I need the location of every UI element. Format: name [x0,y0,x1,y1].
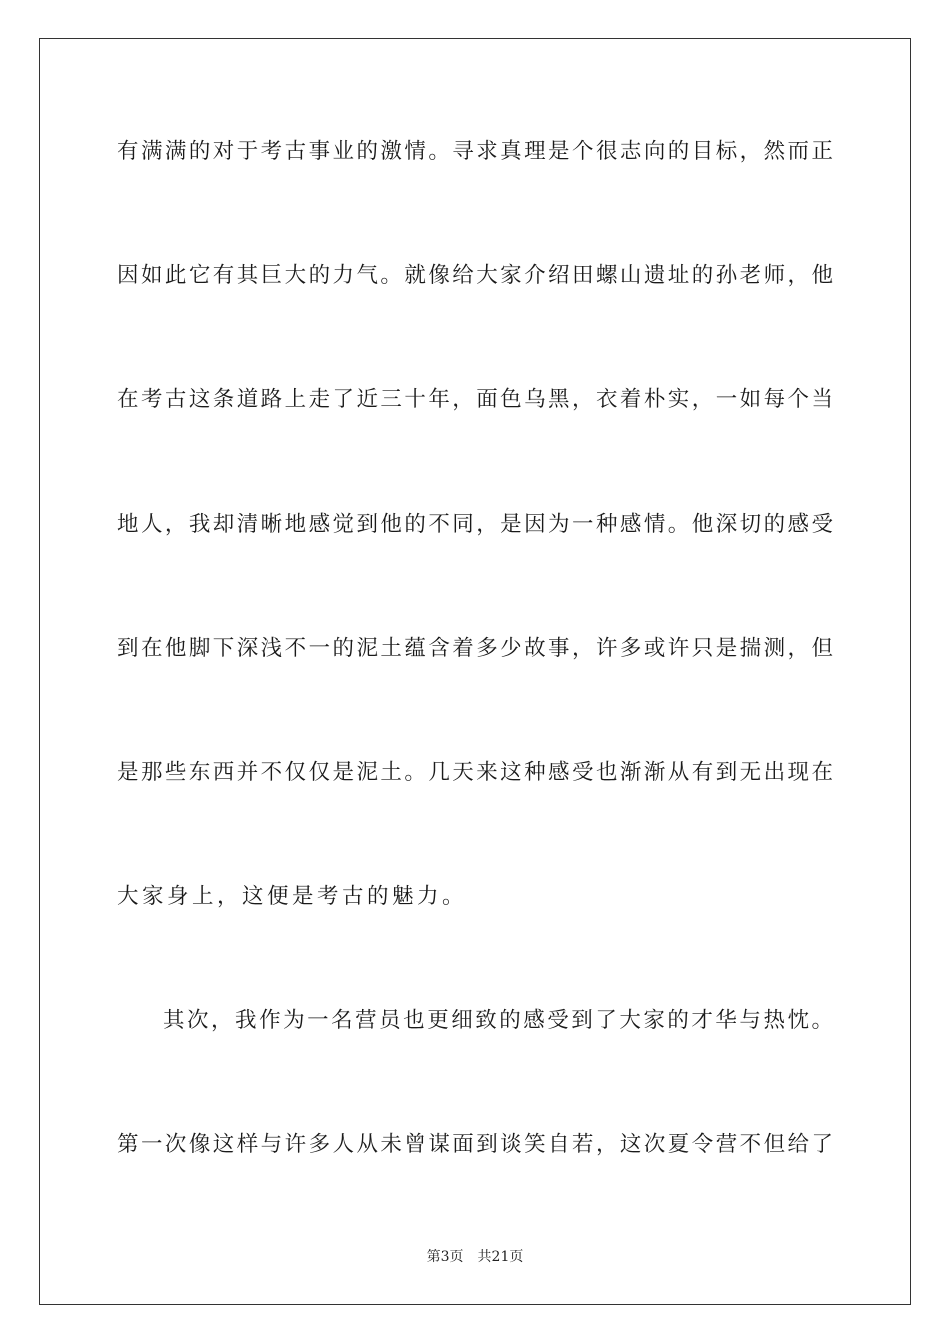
paragraph-1-line-5: 到在他脚下深浅不一的泥土蕴含着多少故事，许多或许只是揣测，但 [117,636,833,661]
page-footer [0,1248,950,1266]
paragraph-1-line-2: 因如此它有其巨大的力气。就像给大家介绍田螺山遗址的孙老师，他 [117,263,833,288]
page-total: 共21页 [477,1249,524,1265]
page-number: 第3页 [426,1249,464,1265]
paragraph-1-line-4: 地人，我却清晰地感觉到他的不同，是因为一种感情。他深切的感受 [117,512,833,537]
paragraph-1-line-7: 大家身上，这便是考古的魅力。 [117,884,468,909]
paragraph-1-line-1: 有满满的对于考古事业的激情。寻求真理是个很志向的目标，然而正 [117,139,833,164]
paragraph-2-line-1: 其次，我作为一名营员也更细致的感受到了大家的才华与热忱。 [163,1008,833,1033]
page-frame [39,38,911,1305]
paragraph-2-line-2: 第一次像这样与许多人从未曾谋面到谈笑自若，这次夏令营不但给了 [117,1132,833,1157]
paragraph-1-line-6: 是那些东西并不仅仅是泥土。几天来这种感受也渐渐从有到无出现在 [117,760,833,785]
paragraph-1-line-3: 在考古这条道路上走了近三十年，面色乌黑，衣着朴实，一如每个当 [117,387,833,412]
